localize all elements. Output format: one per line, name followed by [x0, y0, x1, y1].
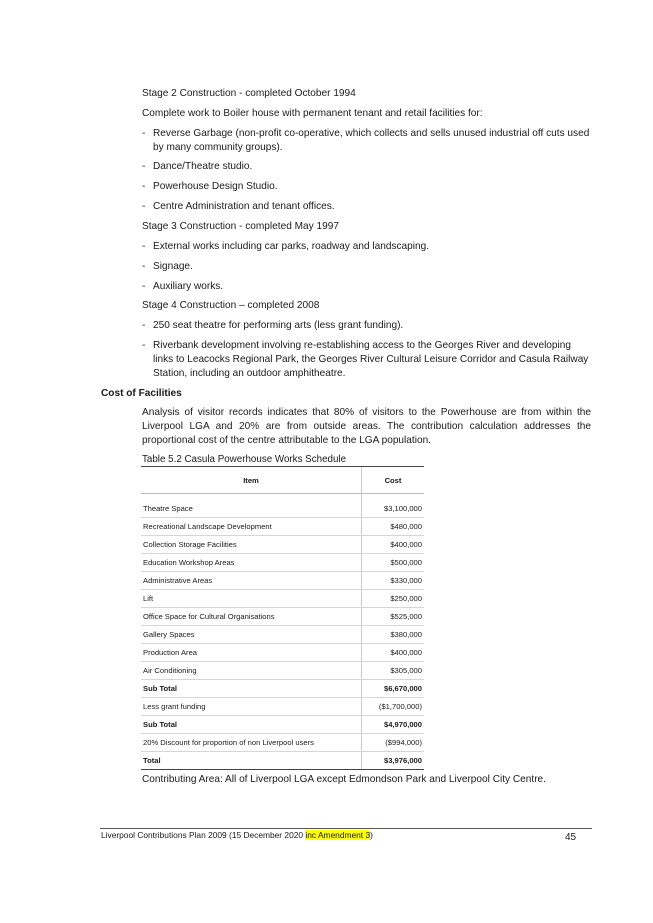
- bullet-dash: -: [142, 181, 146, 192]
- table-row: [141, 572, 424, 590]
- cost-paragraph: Analysis of visitor records indicates that 80% of visitors to the Powerhouse are from within the Liverpool LGA and 20% are from outside areas. The contribution calculation addresses the proportional cost of the centre attributable to the LGA population.: [142, 407, 591, 446]
- row-cost: $6,670,000: [362, 680, 425, 698]
- row-cost: $525,000: [362, 608, 425, 626]
- row-item: Administrative Areas: [141, 572, 362, 590]
- bullet-dash: -: [142, 281, 146, 292]
- bullet-dash: -: [142, 161, 146, 172]
- bullet-text: Reverse Garbage (non-profit co-operative, which collects and sells unused industrial off cuts used by many community groups).: [153, 128, 590, 153]
- row-item: Air Conditioning: [141, 662, 362, 680]
- row-cost: $3,100,000: [362, 500, 425, 518]
- row-item: Education Workshop Areas: [141, 554, 362, 572]
- table-row-total: [141, 752, 424, 770]
- footer-amendment-highlight: inc Amendment 3: [305, 830, 371, 840]
- footer-divider: [100, 828, 592, 829]
- bullet-text: 250 seat theatre for performing arts (less grant funding).: [153, 320, 404, 331]
- row-item: Gallery Spaces: [141, 626, 362, 644]
- table-row: [141, 662, 424, 680]
- row-cost: $330,000: [362, 572, 425, 590]
- stage4-bullet-2: [142, 339, 592, 381]
- stage3-bullet-3: [142, 280, 592, 294]
- row-cost: ($994,000): [362, 734, 425, 752]
- stage2-bullet-3: [142, 180, 592, 194]
- row-item: Lift: [141, 590, 362, 608]
- table-row: [141, 626, 424, 644]
- stage2-title: Stage 2 Construction - completed October 1994: [142, 88, 356, 99]
- table-row: [141, 608, 424, 626]
- row-cost: $480,000: [362, 518, 425, 536]
- table-row: [141, 644, 424, 662]
- bullet-text: Auxiliary works.: [153, 281, 224, 292]
- bullet-text: Dance/Theatre studio.: [153, 161, 253, 172]
- bullet-text: External works including car parks, roadway and landscaping.: [153, 241, 430, 252]
- stage2-bullet-2: [142, 160, 592, 174]
- row-cost: $400,000: [362, 536, 425, 554]
- cost-heading: Cost of Facilities: [101, 388, 182, 399]
- row-cost: $500,000: [362, 554, 425, 572]
- page-number: 45: [565, 832, 577, 843]
- table-row: [141, 500, 424, 518]
- row-item: Sub Total: [141, 716, 362, 734]
- row-item: 20% Discount for proportion of non Liverpool users: [141, 734, 362, 752]
- row-cost: $400,000: [362, 644, 425, 662]
- table-row: [141, 554, 424, 572]
- table-row: [141, 536, 424, 554]
- bullet-dash: -: [142, 320, 146, 331]
- footer-text: [101, 830, 373, 840]
- row-item: Sub Total: [141, 680, 362, 698]
- table-caption: Table 5.2 Casula Powerhouse Works Schedule: [142, 454, 347, 465]
- header-item: Item: [141, 467, 362, 494]
- bullet-text: Centre Administration and tenant offices.: [153, 201, 335, 212]
- table-row: [141, 590, 424, 608]
- stage4-title: Stage 4 Construction – completed 2008: [142, 300, 320, 311]
- stage3-bullet-2: [142, 260, 592, 274]
- row-item: Total: [141, 752, 362, 770]
- row-item: Office Space for Cultural Organisations: [141, 608, 362, 626]
- row-cost: $380,000: [362, 626, 425, 644]
- row-item: Less grant funding: [141, 698, 362, 716]
- contributing-area: Contributing Area: All of Liverpool LGA except Edmondson Park and Liverpool City Centre.: [142, 774, 546, 785]
- table-row: [141, 518, 424, 536]
- bullet-text: Signage.: [153, 261, 193, 272]
- row-cost: $250,000: [362, 590, 425, 608]
- row-cost: $4,970,000: [362, 716, 425, 734]
- row-item: Recreational Landscape Development: [141, 518, 362, 536]
- table-row: [141, 698, 424, 716]
- bullet-dash: -: [142, 201, 146, 212]
- footer-plan-name: Liverpool Contributions Plan 2009 (15 December 2020: [101, 830, 306, 840]
- stage2-intro: Complete work to Boiler house with permanent tenant and retail facilities for:: [142, 108, 483, 119]
- bullet-dash: -: [142, 261, 146, 272]
- row-item: Production Area: [141, 644, 362, 662]
- table-row-subtotal: [141, 680, 424, 698]
- stage4-bullet-1: [142, 319, 592, 333]
- table-row: [141, 734, 424, 752]
- bullet-dash: -: [142, 340, 146, 351]
- stage3-title: Stage 3 Construction - completed May 1997: [142, 221, 339, 232]
- table-row-subtotal: [141, 716, 424, 734]
- stage2-bullet-4: [142, 200, 592, 214]
- row-item: Theatre Space: [141, 500, 362, 518]
- bullet-text: Riverbank development involving re-establishing access to the Georges River and developing links to Leacocks Regional Park, the Georges River Cultural Leisure Corridor and Casula Railway Station, including an outdoor amphitheatre.: [153, 340, 589, 379]
- row-cost: $3,976,000: [362, 752, 425, 770]
- stage3-bullet-1: [142, 240, 592, 254]
- table-header-row: [141, 467, 424, 494]
- row-cost: $305,000: [362, 662, 425, 680]
- row-cost: ($1,700,000): [362, 698, 425, 716]
- row-item: Collection Storage Facilities: [141, 536, 362, 554]
- footer-close-paren: ): [370, 830, 373, 840]
- bullet-text: Powerhouse Design Studio.: [153, 181, 278, 192]
- bullet-dash: -: [142, 241, 146, 252]
- stage2-bullet-1: [142, 127, 592, 155]
- header-cost: Cost: [362, 467, 425, 494]
- works-schedule-table: [141, 466, 424, 770]
- bullet-dash: -: [142, 128, 146, 139]
